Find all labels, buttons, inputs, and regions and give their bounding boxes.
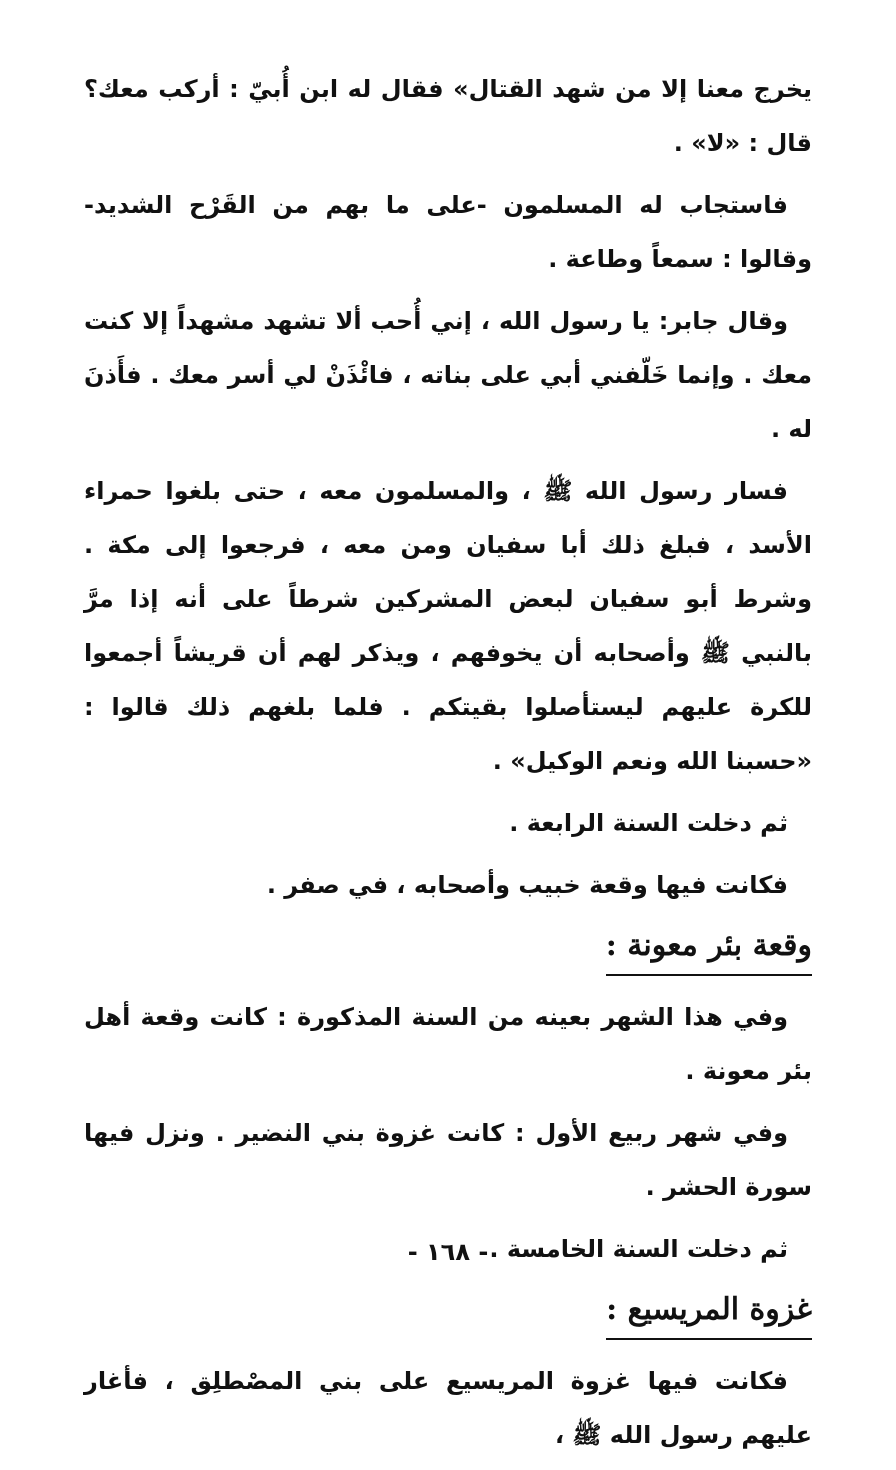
paragraph: يخرج معنا إلا من شهد القتال» فقال له ابن أُبيّ : أركب معك؟ قال : «لا» . <box>84 75 812 157</box>
paragraph: وفي هذا الشهر بعينه من السنة المذكورة : كانت وقعة أهل بئر معونة . <box>84 1003 812 1085</box>
paragraph: فكانت فيها وقعة خبيب وأصحابه ، في صفر . <box>266 871 788 899</box>
paragraph: ثم دخلت السنة الخامسة . <box>489 1235 788 1263</box>
paragraph: فسار رسول الله ﷺ ، والمسلمون معه ، حتى بلغوا حمراء الأسد ، فبلغ ذلك أبا سفيان ومن معه ، فرجعوا إلى مكة . وشرط أبو سفيان لبعض المشركين شرطاً على أنه إذا مرَّ بالنبي ﷺ وأصحابه أن يخوفهم ، ويذكر لهم أن قريشاً أجمعوا للكرة عليهم ليستأصلوا بقيتكم . فلما بلغهم ذلك قالوا : «حسبنا الله ونعم الوكيل» . <box>84 477 812 775</box>
section-heading-wrap <box>84 1284 812 1340</box>
section-heading-wrap <box>84 920 812 976</box>
section-heading: غزوة المريسيع : <box>606 1286 812 1340</box>
paragraph: فكانت فيها غزوة المريسيع على بني المصْطلِق ، فأغار عليهم رسول الله ﷺ ، <box>84 1367 812 1449</box>
paragraph: فاستجاب له المسلمون -على ما بهم من القَرْح الشديد- وقالوا : سمعاً وطاعة . <box>84 191 812 273</box>
paragraph: وقال جابر: يا رسول الله ، إني أُحب ألا تشهد مشهداً إلا كنت معك . وإنما خَلّفني أبي على بناته ، فائْذَنْ لي أسر معك . فأَذنَ له . <box>84 307 812 443</box>
paragraph: ثم دخلت السنة الرابعة . <box>509 809 788 837</box>
section-heading: وقعة بئر معونة : <box>606 922 812 976</box>
paragraph: وفي شهر ربيع الأول : كانت غزوة بني النضير . ونزل فيها سورة الحشر . <box>84 1119 812 1201</box>
page-number: - ١٦٨ - <box>407 1238 489 1266</box>
